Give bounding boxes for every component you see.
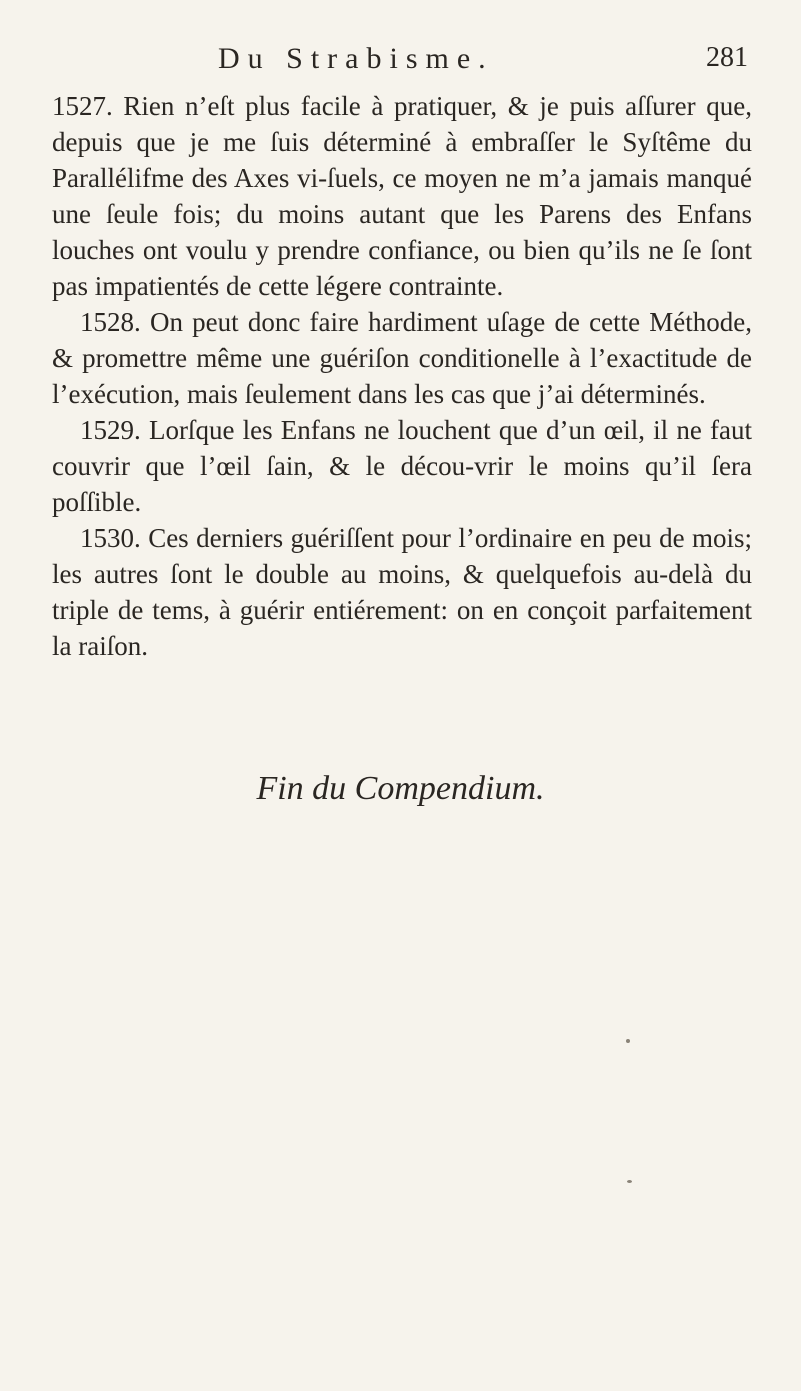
paragraph-1529 xyxy=(52,412,752,520)
paragraph-1530 xyxy=(52,520,752,664)
closing-line: Fin du Compendium. xyxy=(256,770,545,807)
paragraph-number: 1528. xyxy=(80,307,141,337)
body-text xyxy=(52,88,752,664)
paragraph-1528 xyxy=(52,304,752,412)
ink-speck xyxy=(627,1180,632,1183)
running-title: Du Strabisme. xyxy=(218,42,494,75)
paragraph-1527 xyxy=(52,88,752,304)
paragraph-number: 1530. xyxy=(80,523,141,553)
paragraph-text: Rien n’eſt plus facile à pratiquer, & je puis aſſurer que, depuis que je me ſuis déterminé à embraſſer le Syſtême du Parallélifme des Axes vi-ſuels, ce moyen ne m’a jamais manqué une ſeule fois; du moins autant que les Parens des Enfans louches ont voulu y prendre confiance, ou bien qu’ils ne ſe ſont pas impatientés de cette légere contrainte. xyxy=(52,91,752,301)
ink-speck xyxy=(626,1039,630,1043)
paragraph-number: 1529. xyxy=(80,415,141,445)
page-header xyxy=(218,42,748,82)
page-number: 281 xyxy=(706,42,748,73)
paragraph-text: Ces derniers guériſſent pour l’ordinaire en peu de mois; les autres ſont le double au moins, & quelquefois au-delà du triple de tems, à guérir entiérement: on en conçoit parfaitement la raiſon. xyxy=(52,523,752,661)
paragraph-text: Lorſque les Enfans ne louchent que d’un œil, il ne faut couvrir que l’œil ſain, & le décou-vrir le moins qu’il ſera poſſible. xyxy=(52,415,752,517)
paragraph-number: 1527. xyxy=(52,91,113,121)
paragraph-text: On peut donc faire hardiment uſage de cette Méthode, & promettre même une guériſon conditionelle à l’exactitude de l’exécution, mais ſeulement dans les cas que j’ai déterminés. xyxy=(52,307,752,409)
